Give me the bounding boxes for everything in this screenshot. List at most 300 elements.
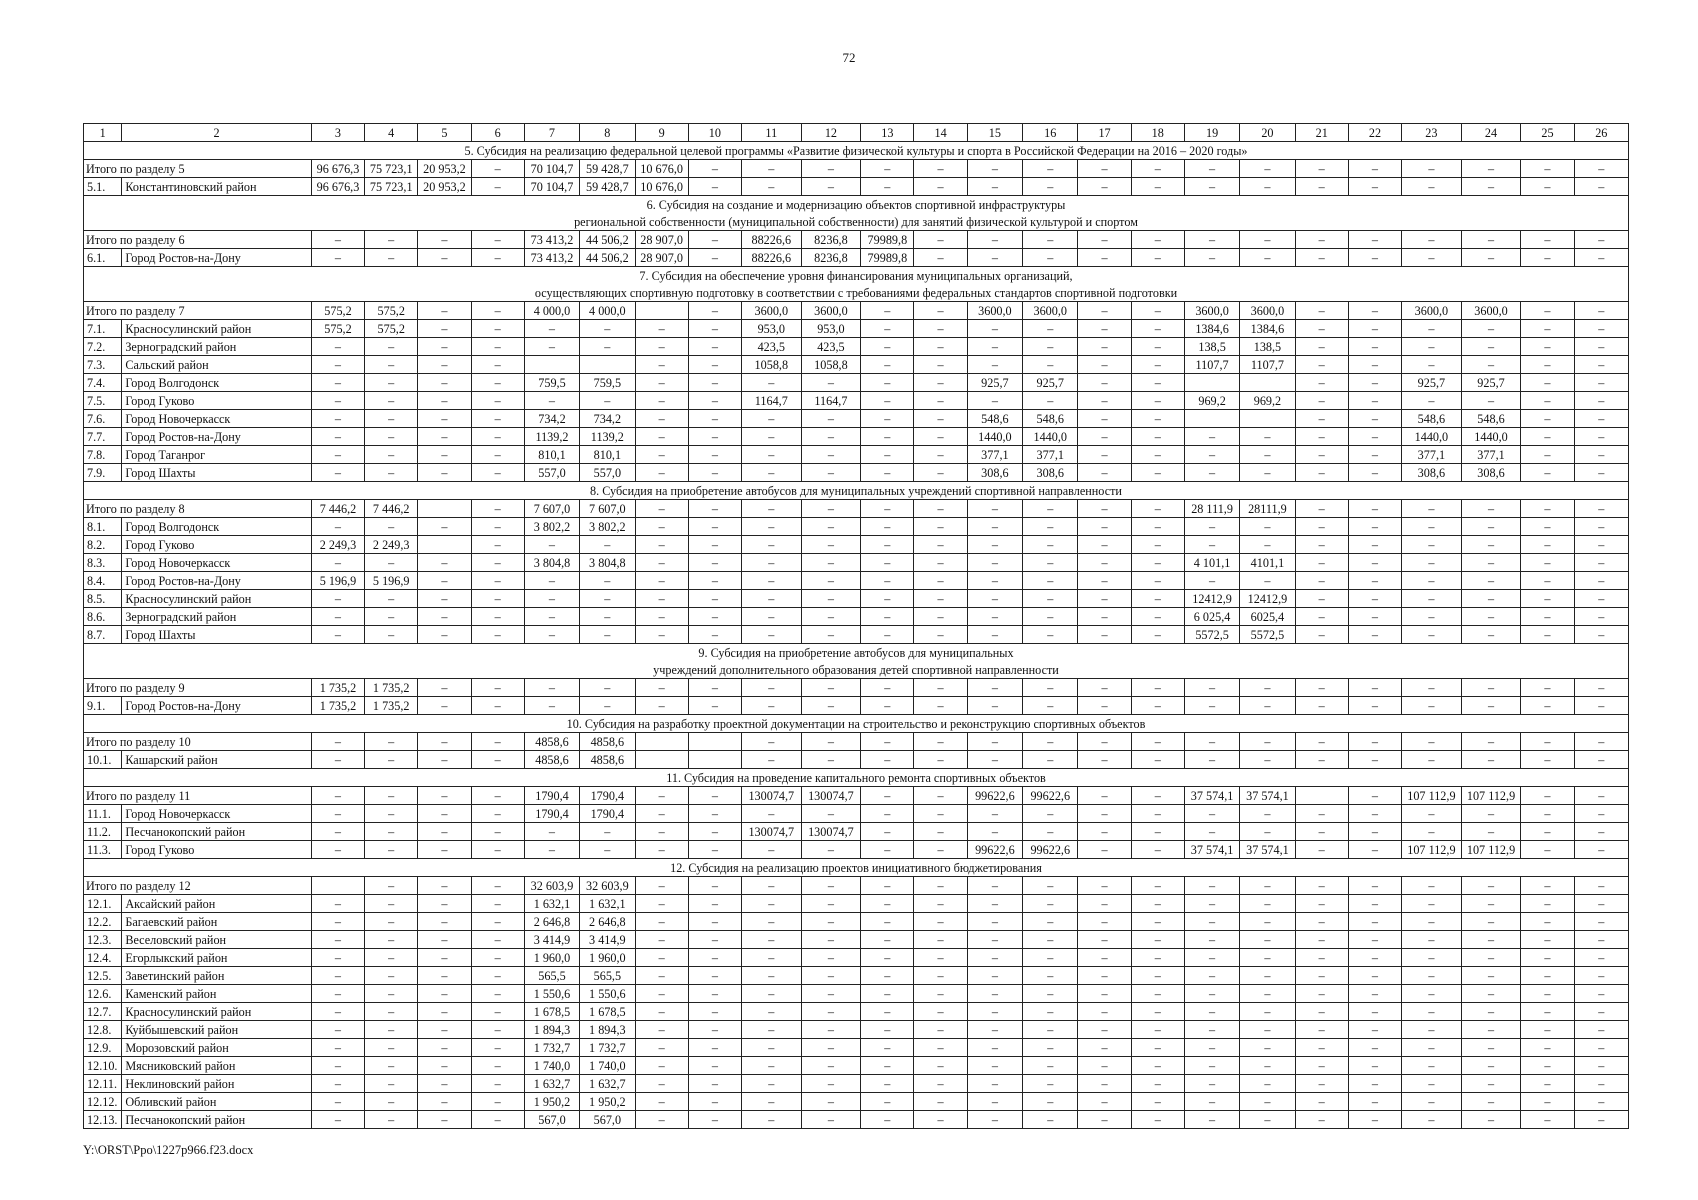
value-cell: – [967,1003,1022,1021]
value-cell: – [861,1057,914,1075]
value-cell: – [801,967,861,985]
value-cell: – [801,178,861,196]
value-cell: – [1521,1003,1574,1021]
value-cell: – [1574,392,1628,410]
value-cell: 1 632,1 [524,895,579,913]
value-cell: – [1078,697,1131,715]
value-cell: – [741,1111,801,1129]
value-cell: – [1521,805,1574,823]
table-row [84,949,1629,967]
value-cell: – [688,1093,741,1111]
value-cell: – [1461,536,1521,554]
value-cell: – [741,554,801,572]
value-cell: – [1402,231,1462,249]
value-cell: – [1461,967,1521,985]
value-cell: – [635,446,688,464]
section-title: 8. Субсидия на приобретение автобусов для муниципальных учреждений спортивной направленности [84,482,1629,500]
value-cell: – [1461,679,1521,697]
value-cell: – [365,1021,418,1039]
value-cell: – [580,697,635,715]
value-cell: – [741,733,801,751]
value-cell: – [1184,877,1239,895]
row-number: 12.1. [84,895,122,913]
value-cell: – [471,410,524,428]
value-cell: – [801,679,861,697]
value-cell: – [471,679,524,697]
value-cell: – [1402,1075,1462,1093]
value-cell: – [1131,967,1184,985]
value-cell: – [967,805,1022,823]
value-cell: – [418,841,471,859]
section-title: осуществляющих спортивную подготовку в соответствии с требованиями федеральных стандартов спортивной подготовки [84,284,1629,302]
section-title-row [84,644,1629,662]
value-cell: – [861,841,914,859]
value-cell: – [1078,913,1131,931]
value-cell: 1 894,3 [580,1021,635,1039]
value-cell: – [1078,985,1131,1003]
value-cell: – [365,733,418,751]
value-cell: – [524,536,579,554]
value-cell: – [1023,733,1078,751]
value-cell: – [1295,590,1348,608]
value-cell: – [1131,338,1184,356]
value-cell: – [418,1003,471,1021]
value-cell: – [471,1111,524,1129]
value-cell: 1 950,2 [524,1093,579,1111]
value-cell: 3 804,8 [580,554,635,572]
value-cell: – [1521,320,1574,338]
column-number-cell: 2 [122,124,312,142]
value-cell: – [741,1057,801,1075]
value-cell: – [1461,913,1521,931]
value-cell: – [311,554,364,572]
value-cell: – [1574,949,1628,967]
value-cell: – [861,302,914,320]
section-title-row [84,142,1629,160]
value-cell: – [1078,967,1131,985]
value-cell: – [1240,733,1295,751]
value-cell: – [635,877,688,895]
value-cell: 107 112,9 [1402,841,1462,859]
column-number-row [84,124,1629,142]
value-cell: 44 506,2 [580,249,635,267]
value-cell: – [418,428,471,446]
value-cell: – [688,428,741,446]
value-cell: – [1574,805,1628,823]
value-cell: – [914,231,967,249]
value-cell: – [741,428,801,446]
municipality-name: Город Новочеркасск [122,554,312,572]
value-cell [418,500,471,518]
value-cell: – [1295,1003,1348,1021]
value-cell: – [418,805,471,823]
value-cell: – [635,608,688,626]
value-cell: – [801,1075,861,1093]
value-cell: – [311,949,364,967]
value-cell: 2 249,3 [311,536,364,554]
value-cell: 759,5 [524,374,579,392]
table-row [84,751,1629,769]
value-cell: – [311,338,364,356]
value-cell: 1 632,7 [580,1075,635,1093]
value-cell: – [580,841,635,859]
value-cell: – [311,518,364,536]
value-cell: – [1574,1111,1628,1129]
value-cell: – [861,877,914,895]
value-cell: 3600,0 [801,302,861,320]
value-cell: – [418,1111,471,1129]
value-cell: – [741,374,801,392]
value-cell: – [688,985,741,1003]
value-cell: 32 603,9 [524,877,579,895]
value-cell: – [1402,356,1462,374]
value-cell: – [801,895,861,913]
value-cell: – [1521,338,1574,356]
value-cell: 4858,6 [524,733,579,751]
value-cell: – [1348,464,1401,482]
value-cell: – [1348,895,1401,913]
municipality-name: Красносулинский район [122,1003,312,1021]
value-cell: – [1402,697,1462,715]
value-cell: – [1295,1111,1348,1129]
table-row [84,697,1629,715]
municipality-name: Город Ростов-на-Дону [122,249,312,267]
value-cell: – [914,1111,967,1129]
value-cell: – [1023,1111,1078,1129]
table-row [84,518,1629,536]
municipality-name: Город Гуково [122,392,312,410]
value-cell: – [1574,1003,1628,1021]
value-cell: – [1078,356,1131,374]
value-cell: – [635,590,688,608]
value-cell: 1 894,3 [524,1021,579,1039]
value-cell: – [1574,518,1628,536]
value-cell: – [635,572,688,590]
value-cell: – [365,877,418,895]
value-cell: – [1521,913,1574,931]
value-cell: – [471,338,524,356]
value-cell: – [688,160,741,178]
value-cell: – [801,410,861,428]
value-cell: – [365,823,418,841]
value-cell: – [914,392,967,410]
value-cell: – [1574,320,1628,338]
value-cell: 548,6 [967,410,1022,428]
column-number-cell: 5 [418,124,471,142]
value-cell: – [1131,1075,1184,1093]
value-cell: – [1131,1003,1184,1021]
value-cell: – [1078,1003,1131,1021]
value-cell: – [418,1039,471,1057]
value-cell: – [635,913,688,931]
section-title-row [84,769,1629,787]
row-number: 9.1. [84,697,122,715]
value-cell: 8236,8 [801,231,861,249]
value-cell: 75 723,1 [365,160,418,178]
value-cell: 7 446,2 [365,500,418,518]
column-number-cell: 18 [1131,124,1184,142]
section-total-row [84,679,1629,697]
value-cell: – [1348,572,1401,590]
value-cell: – [365,249,418,267]
column-number-cell: 6 [471,124,524,142]
value-cell: 575,2 [311,302,364,320]
value-cell: – [1461,1075,1521,1093]
value-cell: – [635,931,688,949]
row-number: 12.12. [84,1093,122,1111]
value-cell: – [635,841,688,859]
column-number-cell: 3 [311,124,364,142]
value-cell: – [1574,931,1628,949]
value-cell: – [861,608,914,626]
value-cell [524,356,579,374]
value-cell: 1 960,0 [580,949,635,967]
value-cell: 1 740,0 [524,1057,579,1075]
value-cell: – [635,410,688,428]
value-cell: – [1348,1039,1401,1057]
value-cell: 3600,0 [1402,302,1462,320]
value-cell: – [1402,751,1462,769]
value-cell: 37 574,1 [1184,841,1239,859]
value-cell: – [1574,1039,1628,1057]
value-cell: – [967,1021,1022,1039]
value-cell: – [1521,751,1574,769]
value-cell: – [1402,392,1462,410]
value-cell: – [635,428,688,446]
value-cell: – [1184,464,1239,482]
value-cell: – [365,1039,418,1057]
value-cell: – [1295,572,1348,590]
value-cell: – [635,536,688,554]
value-cell: – [1023,178,1078,196]
value-cell: – [1574,697,1628,715]
municipality-name: Мясниковский район [122,1057,312,1075]
value-cell: 1790,4 [524,805,579,823]
value-cell: – [1461,160,1521,178]
value-cell: – [1184,518,1239,536]
value-cell: – [1402,679,1462,697]
value-cell: 567,0 [580,1111,635,1129]
section-title-row [84,661,1629,679]
value-cell: – [635,320,688,338]
value-cell: – [1295,626,1348,644]
value-cell: 575,2 [365,302,418,320]
value-cell: – [471,464,524,482]
value-cell: – [861,572,914,590]
value-cell: – [1574,536,1628,554]
value-cell: – [1184,1021,1239,1039]
value-cell: – [418,231,471,249]
municipality-name: Куйбышевский район [122,1021,312,1039]
value-cell: – [1348,446,1401,464]
column-number-cell: 9 [635,124,688,142]
value-cell: – [1574,500,1628,518]
value-cell: – [418,877,471,895]
value-cell: – [967,1039,1022,1057]
value-cell: – [1295,249,1348,267]
value-cell: – [801,985,861,1003]
value-cell: – [471,1057,524,1075]
value-cell: – [1184,572,1239,590]
value-cell: – [1131,949,1184,967]
value-cell: 3600,0 [967,302,1022,320]
value-cell: – [688,877,741,895]
municipality-name: Кашарский район [122,751,312,769]
row-number: 8.7. [84,626,122,644]
value-cell: – [741,178,801,196]
value-cell: – [1402,805,1462,823]
table-row [84,895,1629,913]
value-cell: – [1461,249,1521,267]
value-cell: – [1295,823,1348,841]
value-cell: – [365,626,418,644]
value-cell: – [914,1021,967,1039]
value-cell: – [365,1003,418,1021]
value-cell: 1164,7 [801,392,861,410]
value-cell: – [1574,160,1628,178]
value-cell: – [1023,1075,1078,1093]
value-cell: – [635,500,688,518]
value-cell: – [741,1039,801,1057]
value-cell: – [741,1003,801,1021]
value-cell: – [1078,949,1131,967]
value-cell: – [635,518,688,536]
value-cell: – [1023,338,1078,356]
value-cell: – [741,697,801,715]
value-cell: – [1131,931,1184,949]
table-row [84,536,1629,554]
value-cell: – [1131,302,1184,320]
value-cell: – [967,392,1022,410]
value-cell: – [1348,554,1401,572]
value-cell: – [1131,320,1184,338]
row-number: 12.4. [84,949,122,967]
value-cell: – [311,374,364,392]
value-cell: – [1078,178,1131,196]
value-cell: – [861,356,914,374]
value-cell: – [635,626,688,644]
value-cell: – [1461,356,1521,374]
value-cell: – [580,338,635,356]
file-path-footer: Y:\ORST\Ppo\1227p966.f23.docx [83,1143,254,1157]
value-cell: – [524,608,579,626]
section-total-label: Итого по разделу 10 [84,733,312,751]
table-row [84,967,1629,985]
row-number: 11.3. [84,841,122,859]
value-cell: – [801,805,861,823]
value-cell: – [688,895,741,913]
municipality-name: Город Таганрог [122,446,312,464]
value-cell: – [1295,877,1348,895]
value-cell: – [861,1021,914,1039]
value-cell: – [1348,302,1401,320]
value-cell: – [1078,1093,1131,1111]
value-cell: – [1240,751,1295,769]
value-cell: – [688,338,741,356]
value-cell: 3 802,2 [580,518,635,536]
value-cell: 423,5 [741,338,801,356]
value-cell: – [1521,967,1574,985]
value-cell: – [1521,1057,1574,1075]
column-number-cell: 4 [365,124,418,142]
value-cell: – [1402,590,1462,608]
value-cell: – [418,679,471,697]
value-cell: – [688,913,741,931]
value-cell: – [967,949,1022,967]
value-cell: – [418,320,471,338]
value-cell: – [365,374,418,392]
value-cell: – [1131,536,1184,554]
value-cell: – [1521,536,1574,554]
value-cell: – [1521,410,1574,428]
row-number: 8.3. [84,554,122,572]
value-cell: – [914,626,967,644]
value-cell: – [471,913,524,931]
value-cell: – [967,1093,1022,1111]
value-cell: 1 632,1 [580,895,635,913]
municipality-name: Город Гуково [122,536,312,554]
value-cell: – [1240,895,1295,913]
value-cell: – [741,500,801,518]
table-row [84,356,1629,374]
value-cell: – [967,751,1022,769]
value-cell: – [1131,913,1184,931]
row-number: 7.9. [84,464,122,482]
value-cell: – [1184,823,1239,841]
value-cell: – [418,338,471,356]
column-number-cell: 25 [1521,124,1574,142]
column-number-cell: 11 [741,124,801,142]
value-cell: – [1131,626,1184,644]
value-cell: – [418,590,471,608]
value-cell: – [580,608,635,626]
value-cell: 548,6 [1461,410,1521,428]
value-cell: – [1295,895,1348,913]
value-cell: – [1240,1111,1295,1129]
value-cell: – [580,590,635,608]
value-cell: – [1521,787,1574,805]
value-cell: – [365,967,418,985]
municipality-name: Каменский район [122,985,312,1003]
value-cell: – [1348,877,1401,895]
value-cell: – [861,985,914,1003]
value-cell [688,751,741,769]
value-cell: – [801,160,861,178]
value-cell: – [688,320,741,338]
value-cell: – [967,572,1022,590]
value-cell: – [1184,1057,1239,1075]
value-cell: – [1402,1093,1462,1111]
value-cell: – [1023,1021,1078,1039]
value-cell: – [1078,1039,1131,1057]
row-number: 7.7. [84,428,122,446]
value-cell: – [1348,178,1401,196]
value-cell: – [741,572,801,590]
value-cell: – [1131,1057,1184,1075]
value-cell: – [1402,500,1462,518]
value-cell: – [1184,805,1239,823]
column-number-cell: 10 [688,124,741,142]
value-cell: – [914,841,967,859]
value-cell: – [418,913,471,931]
value-cell: – [635,697,688,715]
value-cell: 3 414,9 [580,931,635,949]
value-cell: – [471,428,524,446]
municipality-name: Зерноградский район [122,608,312,626]
value-cell: – [1348,841,1401,859]
value-cell: 969,2 [1184,392,1239,410]
value-cell: – [1295,679,1348,697]
